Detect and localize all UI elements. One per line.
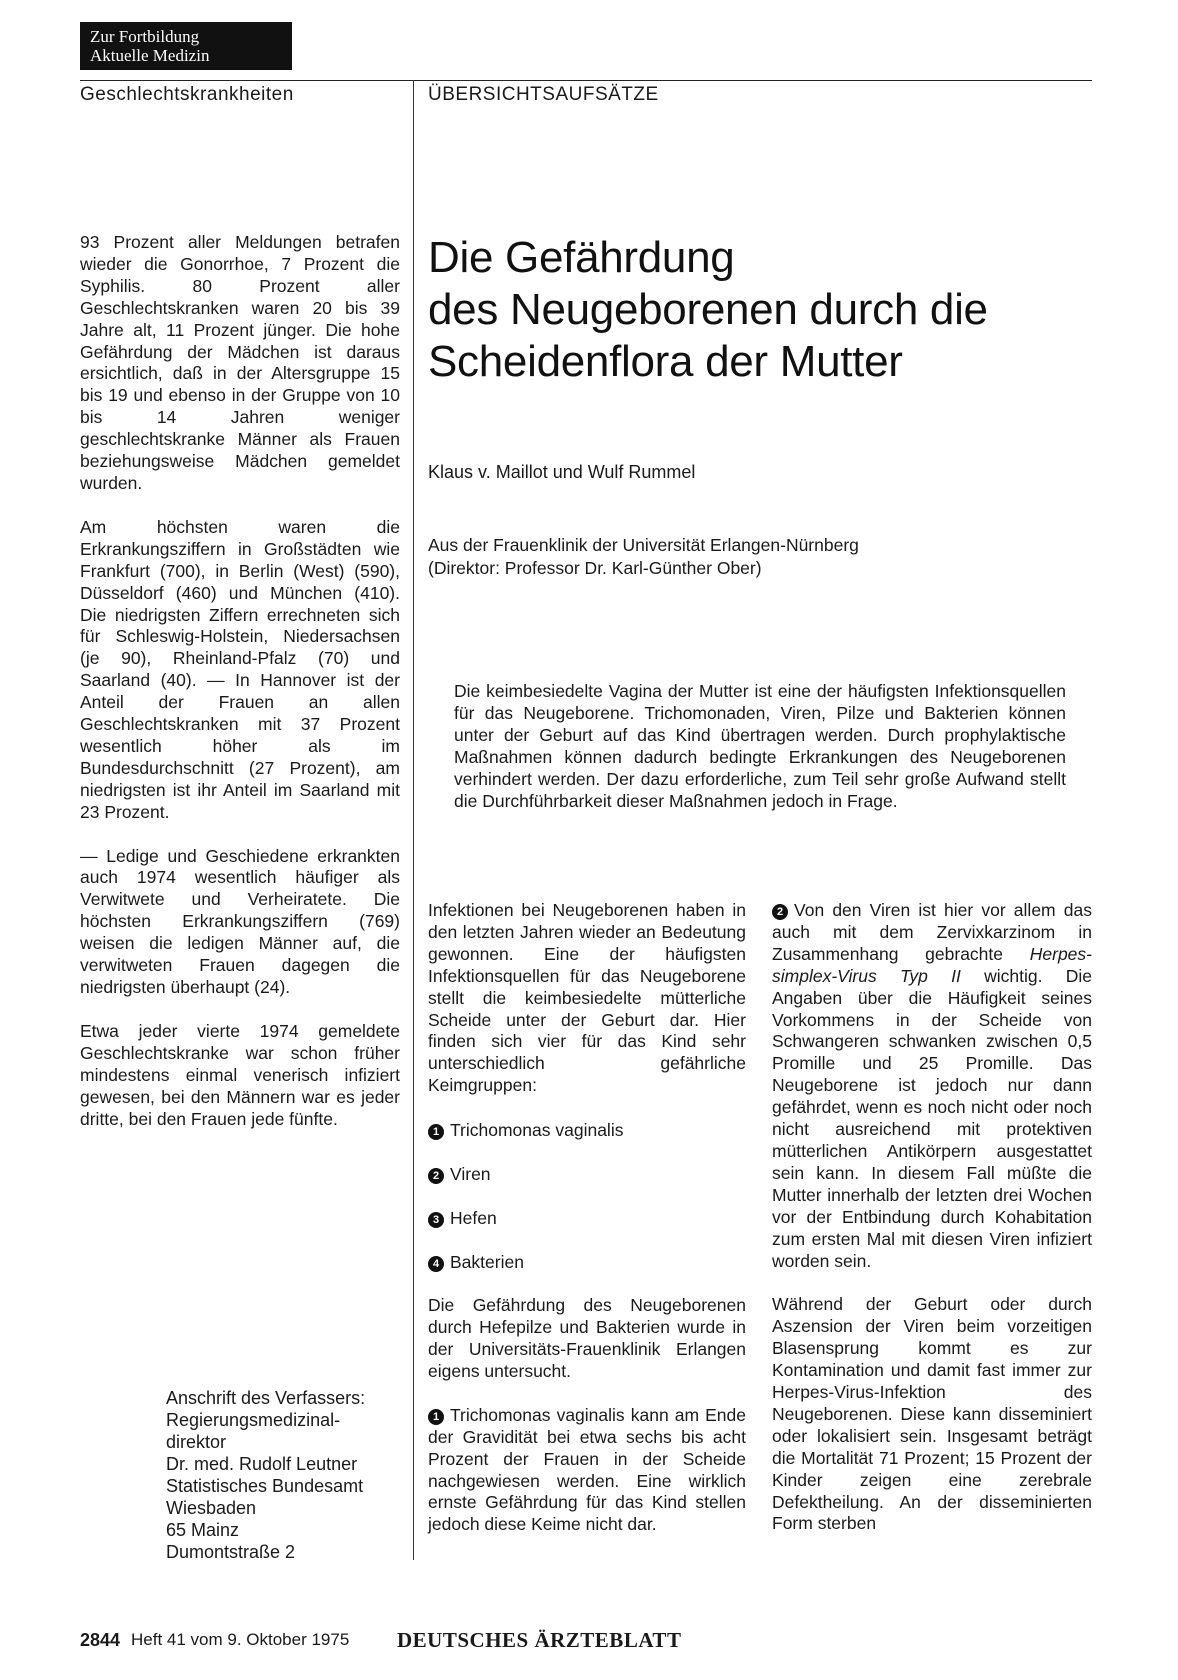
author-address [166,1387,416,1563]
right-paragraph-1-a: Von den Viren ist hier vor allem das auch mit dem Zervixkarzinom in Zusammenhang gebrachte [772,900,1092,964]
address-line: Regierungsmedizinal- [166,1410,341,1430]
address-line: Wiesbaden [166,1498,257,1518]
number-bullet-icon: 3 [428,1212,444,1228]
number-bullet-icon: 1 [428,1409,444,1425]
left-paragraph-3: — Ledige und Geschiedene erkrankten auch 1974 wesentlich häufiger als Verwitwete und Verheiratete. Die höchsten Erkrankungsziffern (769) weisen die ledigen Männer auf, die verwitweten Frauen dagegen die niedrigsten überhaupt (24). [80,845,400,997]
address-line: Anschrift des Verfassers: [166,1388,366,1408]
list-item [428,1163,746,1185]
publication-name: DEUTSCHES ÄRZTEBLATT [397,1628,682,1652]
virus-name: Herpes-simplex-Virus Typ II [772,943,1092,986]
left-paragraph-4: Etwa jeder vierte 1974 gemeldete Geschlechtskranke war schon früher mindestens einmal venerisch infiziert gewesen, bei den Männern war es jeder dritte, bei den Frauen jede fünfte. [80,1020,400,1129]
section-label-left: Geschlechtskrankheiten [80,84,294,105]
list-item [428,1251,746,1273]
middle-intro: Infektionen bei Neugeborenen haben in den letzten Jahren wieder an Bedeutung gewonnen. Eine der häufigsten Infektionsquellen für das Neugeborene stellt die keimbesiedelte mütterliche Scheide unter der Geburt dar. Hier finden sich vier für das Kind sehr unterschiedlich gefährliche Keimgruppen: [428,900,746,1096]
list-item-label: Bakterien [450,1252,524,1273]
right-paragraph-1 [772,900,1092,1272]
right-paragraph-1-b: wichtig. Die Angaben über die Häufigkeit seines Vorkommens in der Scheide von Schwangeren schwanken zwischen 0,5 Promille und 25 Promille. Das Neugeborene ist jedoch nur dann gefährdet, wenn es noch nicht oder noch nicht ausreichend mit protektiven mütterlichen Antikörpern ausgestattet sein kann. In diesem Fall müßte die Mutter innerhalb der letzten drei Wochen vor der Entbindung durch Kohabitation zum ersten Mal mit diesen Viren infiziert worden sein. [772,965,1092,1271]
middle-paragraph-3 [428,1405,746,1536]
column-divider [413,80,414,1560]
article-title [428,232,1078,388]
right-column [772,900,1092,1557]
badge-line-2: Aktuelle Medizin [90,46,210,65]
article-authors: Klaus v. Maillot und Wulf Rummel [428,462,696,482]
number-bullet-icon: 2 [772,904,788,920]
badge-line-1: Zur Fortbildung [90,27,200,46]
title-line-2: des Neugeborenen durch die [428,285,988,334]
right-paragraph-2: Während der Geburt oder durch Aszension der Viren beim vorzeitigen Blasensprung kommt es zur Kontamination und damit fast immer zur Herpes-Virus-Infektion des Neugeborenen. Diese kann disseminiert oder lokalisiert sein. Insgesamt beträgt die Mortalität 71 Prozent; 15 Prozent der Kinder zeigen eine zerebrale Defektheilung. An der disseminierten Form sterben [772,1294,1092,1534]
article-abstract: Die keimbesiedelte Vagina der Mutter ist eine der häufigsten Infektionsquellen für das Neugeborene. Trichomonaden, Viren, Pilze und Bakterien können unter der Geburt auf das Kind übertragen werden. Durch prophylaktische Maßnahmen können dadurch bedingte Erkrankungen des Neugeborenen verhindert werden. Der dazu erforderliche, zum Teil sehr große Aufwand stellt die Durchführbarkeit dieser Maßnahmen jedoch in Frage. [454,681,1066,811]
address-line: Dumontstraße 2 [166,1542,296,1562]
issue-info: Heft 41 vom 9. Oktober 1975 [131,1630,350,1649]
affiliation-line-2: (Direktor: Professor Dr. Karl-Günther Ober) [428,558,762,578]
address-line: direktor [166,1432,227,1452]
left-paragraph-2: Am höchsten waren die Erkrankungsziffern in Großstädten wie Frankfurt (700), in Berlin (West) (590), Düsseldorf (460) und München (410). Die niedrigsten Ziffern errechneten sich für Schleswig-Holstein, Niedersachsen (je 90), Rheinland-Pfalz (70) und Saarland (40). — In Hannover ist der Anteil der Frauen an allen Geschlechtskranken mit 37 Prozent wesentlich höher als im Bundesdurchschnitt (27 Prozent), am niedrigsten ist ihr Anteil im Saarland mit 23 Prozent. [80,516,400,822]
page-number: 2844 [80,1630,121,1650]
list-item-label: Hefen [450,1208,497,1229]
middle-column [428,900,746,1558]
category-badge [80,22,292,70]
affiliation-line-1: Aus der Frauenklinik der Universität Erlangen-Nürnberg [428,535,859,555]
number-bullet-icon: 2 [428,1168,444,1184]
address-line: Statistisches Bundesamt [166,1476,364,1496]
address-line: Dr. med. Rudolf Leutner [166,1454,358,1474]
left-paragraph-1: 93 Prozent aller Meldungen betrafen wieder die Gonorrhoe, 7 Prozent die Syphilis. 80 Prozent aller Geschlechtskranken waren 20 bis 39 Jahre alt, 11 Prozent jünger. Die hohe Gefährdung der Mädchen ist daraus ersichtlich, daß in der Altersgruppe 15 bis 19 und ebenso in der Gruppe von 10 bis 14 Jahren weniger geschlechtskranke Männer als Frauen beziehungsweise Mädchen gemeldet wurden. [80,232,400,493]
address-line: 65 Mainz [166,1520,240,1540]
list-item [428,1119,746,1141]
number-bullet-icon: 4 [428,1256,444,1272]
middle-paragraph-2: Die Gefährdung des Neugeborenen durch Hefepilze und Bakterien wurde in der Universitäts-Frauenklinik Erlangen eigens untersucht. [428,1295,746,1381]
middle-paragraph-3-text: Trichomonas vaginalis kann am Ende der Gravidität bei etwa sechs bis acht Prozent der Frauen in der Scheide nachgewiesen werden. Eine wirklich ernste Gefährdung für das Kind stellen jedoch diese Keime nicht dar. [428,1404,746,1535]
section-label-right: ÜBERSICHTSAUFSÄTZE [428,84,659,105]
left-column [80,232,400,1152]
header-rule [80,80,1092,81]
article-affiliation [428,534,988,580]
title-line-3: Scheidenflora der Mutter [428,337,903,386]
list-item [428,1207,746,1229]
list-item-label: Viren [450,1164,491,1185]
number-bullet-icon: 1 [428,1124,444,1140]
list-item-label: Trichomonas vaginalis [450,1120,624,1141]
title-line-1: Die Gefährdung [428,233,735,282]
